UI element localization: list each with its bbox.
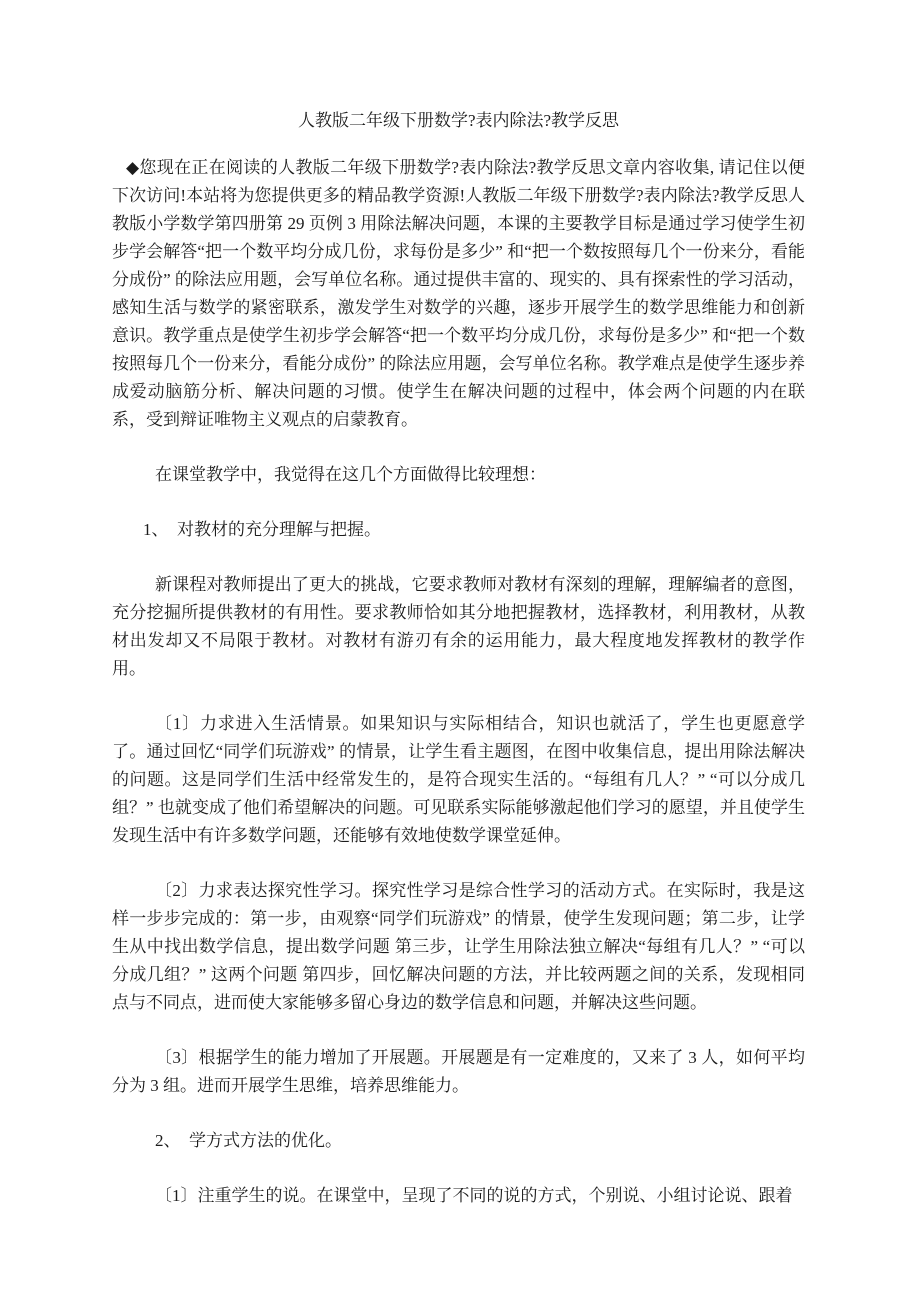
paragraph-lead-in: 在课堂教学中，我觉得在这几个方面做得比较理想： (155, 465, 546, 484)
paragraph-point-1-life-context: 〔1〕力求进入生活情景。如果知识与实际相结合，知识也就活了，学生也更愿意学了。通过回忆“同学们玩游戏” 的情景，让学生看主题图，在图中收集信息，提出用除法解决的问题。这是同学们生活中经常发生的，是符合现实生活的。“每组有几人？” “可以分成几组？” 也就变成了他们希望解决的问题。可见联系实际能够激起他们学习的愿望，并且使学生发现生活中有许多数学问题，还能够有效地使数学课堂延伸。 (112, 714, 805, 845)
paragraph-item-1-body: 新课程对教师提出了更大的挑战，它要求教师对教材有深刻的理解，理解编者的意图，充分挖掘所提供教材的有用性。要求教师恰如其分地把握教材，选择教材，利用教材，从教材出发却又不局限于教材。对教材有游刃有余的运用能力，最大程度地发挥教材的教学作用。 (112, 575, 805, 678)
document-content (112, 107, 805, 1237)
paragraph-item-1-heading: 1、 对教材的充分理解与把握。 (143, 520, 381, 539)
paragraph-intro-collection-note: ◆您现在正在阅读的人教版二年级下册数学?表内除法?教学反思文章内容收集, 请记住以便下次访问!本站将为您提供更多的精品教学资源!人教版二年级下册数学?表内除法?教学反思人教版小学数学第四册第 29 页例 3 用除法解决问题，本课的主要教学目标是通过学习使学生初步学会解答“把一个数平均分成几份，求每份是多少” 和“把一个数按照每几个一份来分，看能分成份” 的除法应用题，会写单位名称。通过提供丰富的、现实的、具有探索性的学习活动，感知生活与数学的紧密联系，激发学生对数学的兴趣，逐步开展学生的数学思维能力和创新意识。教学重点是使学生初步学会解答“把一个数平均分成几份，求每份是多少” 和“把一个数按照每几个一份来分，看能分成份” 的除法应用题，会写单位名称。教学难点是使学生逐步养成爱动脑筋分析、解决问题的习惯。使学生在解决问题的过程中，体会两个问题的内在联系，受到辩证唯物主义观点的启蒙教育。 (112, 158, 805, 429)
paragraph-point-3-extension: 〔3〕根据学生的能力增加了开展题。开展题是有一定难度的，又来了 3 人，如何平均分为 3 组。进而开展学生思维，培养思维能力。 (112, 1048, 805, 1095)
document-title: 人教版二年级下册数学?表内除法?教学反思 (297, 111, 620, 130)
paragraph-point-2-1-speaking: 〔1〕注重学生的说。在课堂中，呈现了不同的说的方式，个别说、小组讨论说、跟着 (155, 1186, 793, 1205)
paragraph-item-2-heading: 2、 学方式方法的优化。 (155, 1131, 342, 1150)
paragraph-point-2-inquiry-learning: 〔2〕力求表达探究性学习。探究性学习是综合性学习的活动方式。在实际时，我是这样一步步完成的：第一步，由观察“同学们玩游戏” 的情景，使学生发现问题；第二步，让学生从中找出数学信息，提出数学问题 第三步，让学生用除法独立解决“每组有几人？” “可以分成几组？” 这两个问题 第四步，回忆解决问题的方法，并比较两题之间的关系，发现相同点与不同点，进而使大家能够多留心身边的数学信息和问题，并解决这些问题。 (112, 881, 805, 1012)
